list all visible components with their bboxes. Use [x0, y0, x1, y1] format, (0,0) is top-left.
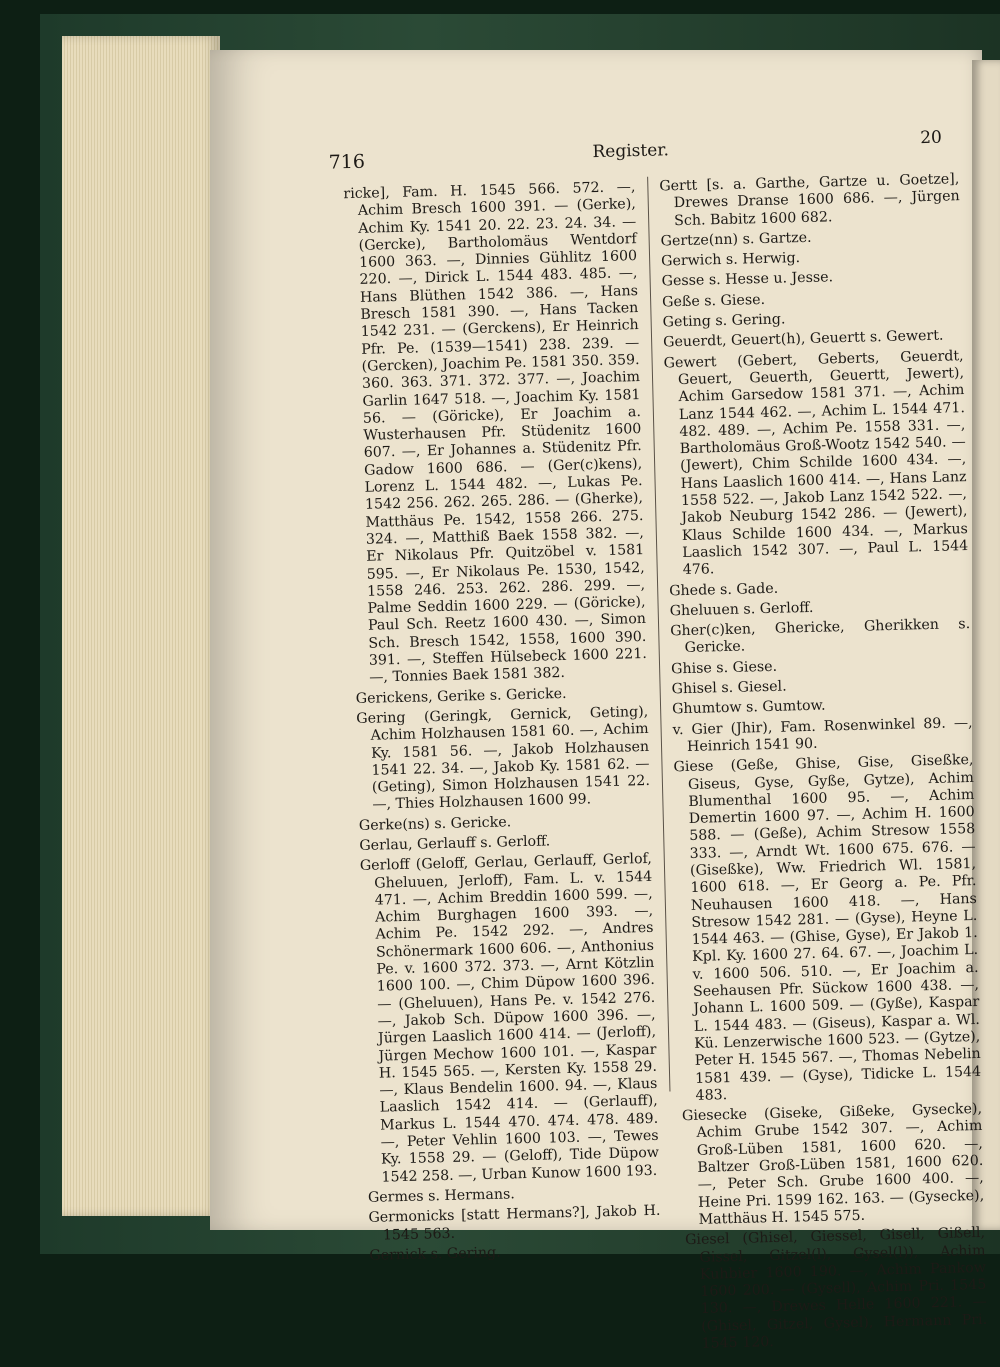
page-number-right: 20 [920, 127, 943, 149]
index-entry: Giesel (Ghisel, Giessel, Gisell, Gißell, Gissel, Gitzel(l), Gysel(l)), Achim Kuhbier 1600 190. —, Achim Pankow 1600 200. — (Gysell), Achim Pri. 1545 130. —, Drewes Helle 1600 221. — (Ghisel, Gitzel, Gysel), Hermann Pri. 1545 120. [684, 1225, 988, 1352]
index-entry: Gerloff (Geloff, Gerlau, Gerlauff, Gerlof, Gheluuen, Jerloff), Fam. L. v. 1544 471. —, Achim Breddin 1600 599. —, Achim Burghagen 1600 393. —, Achim Pe. 1542 292. —, Andres Schönermark 1600 606. —, Anthonius Pe. v. 1600 372. 373. —, Arnt Kötzlin 1600 100. —, Chim Düpow 1600 396. — (Gheluuen), Hans Pe. v. 1542 276. —, Jakob Sch. Düpow 1600 396. —, Jürgen Laaslich 1600 414. — (Jerloff), Jürgen Mechow 1600 101. —, Kaspar H. 1545 565. —, Kersten Ky. 1558 29. —, Klaus Bendelin 1600. 94. —, Klaus Laaslich 1542 414. — (Gerlauff), Markus L. 1544 470. 474. 478. 489. —, Peter Vehlin 1600 103. —, Tewes Ky. 1558 29. — (Geloff), Tide Düpow 1542 258. —, Urban Kunow 1600 193. [359, 851, 660, 1186]
index-entry: Gewert (Gebert, Geberts, Geuerdt, Geuert, Geuerth, Geuertt, Jewert), Achim Garsedow 1581 371. —, Achim Lanz 1544 462. —, Achim L. 1544 471. 482. 489. —, Achim Pe. 1558 331. —, Bartholomäus Groß-Wootz 1542 540. — (Jewert), Chim Schilde 1600 434. —, Hans Laaslich 1600 414. —, Hans Lanz 1558 522. —, Jakob Lanz 1542 522. —, Jakob Neuburg 1542 286. — (Jewert), Klaus Schilde 1600 434. —, Markus Laaslich 1542 307. —, Paul L. 1544 476. [663, 347, 969, 579]
index-entry: Gerickens, Gerike s. Gericke. [355, 685, 567, 707]
index-entry: Ghise s. Giese. [670, 658, 778, 678]
index-entry: Geting s. Gering. [662, 311, 786, 331]
index-entry: Giese (Geße, Ghise, Gise, Giseßke, Giseus, Gyse, Gyße, Gytze), Achim Blumenthal 1600 95. —, Achim Demertin 1600 97. —, Achim H. 1600 588. — (Geße), Achim Stresow 1558 333. —, Arndt Wt. 1600 675. 676. — (Giseßke), Ww. Friedrich Wl. 1581, 1600 618. —, Er Georg a. Pe. Pfr. Neuhausen 1600 418. —, Hans Stresow 1542 281. — (Gyse), Heyne L. 1544 463. — (Ghise, Gyse), Er Jakob 1. Kpl. Ky. 1600 27. 64. 67. —, Joachim L. v. 1600 506. 510. —, Er Joachim a. Seehausen Pfr. Sückow 1600 438. —, Johann L. 1600 509. — (Gyße), Kaspar L. 1544 483. — (Giseus), Kaspar a. Wl. Kü. Lenzerwische 1600 523. — (Gytze), Peter H. 1545 567. —, Thomas Nebelin 1581 439. — (Gyse), Tidicke L. 1544 483. [673, 752, 982, 1104]
index-entry: Gerke(ns) s. Gericke. [358, 813, 512, 834]
index-entry: Gerwich s. Herwig. [660, 250, 801, 270]
index-entry: Germonicks [statt Hermans?], Jakob H. 1545 563. [368, 1202, 661, 1244]
index-entry: Gheluuen s. Gerloff. [669, 599, 814, 620]
left-column [343, 179, 661, 1268]
index-entry: v. Gier (Jhir), Fam. Rosenwinkel 89. —, Heinrich 1541 90. [672, 714, 973, 755]
index-entry: Gertze(nn) s. Gartze. [660, 229, 812, 250]
page-number-left: 716 [328, 150, 366, 174]
index-entry: Ghede s. Gade. [669, 580, 779, 599]
index-entry: Germes s. Hermans. [367, 1186, 515, 1206]
page-content [210, 41, 1000, 1352]
index-entry: ricke], Fam. H. 1545 566. 572. —, Achim Bresch 1600 391. — (Gerke), Achim Ky. 1541 20. 22. 23. 24. 34. — (Gercke), Bartholomäus Wentdorf 1600 363. —, Dinnies Gühlitz 1600 220. —, Dirick L. 1544 483. 485. —, Hans Blüthen 1542 386. —, Hans Bresch 1581 390. —, Hans Tacken 1542 231. — (Gerckens), Er Heinrich Pfr. Pe. (1539—1541) 238. 239. — (Gercken), Joachim Pe. 1581 350. 359. 360. 363. 371. 372. 377. —, Joachim Garlin 1647 518. —, Joachim Ky. 1581 56. — (Göricke), Er Joachim a. Wusterhausen Pfr. Stüdenitz 1600 607. —, Er Johannes a. Stüdenitz Pfr. Gadow 1600 686. — (Ger(c)kens), Lorenz L. 1544 482. —, Lukas Pe. 1542 256. 262. 265. 286. — (Gherke), Matthäus Pe. 1542, 1558 266. 275. 324. —, Matthiß Baek 1558 382. —, Er Nikolaus Pfr. Quitzöbel v. 1581 595. —, Er Nikolaus Pe. 1530, 1542, 1558 246. 253. 262. 286. 299. —, Palme Seddin 1600 229. — (Göricke), Paul Sch. Reetz 1600 430. —, Simon Sch. Bresch 1542, 1558, 1600 390. 391. —, Steffen Hülsebeck 1600 221. —, Tonnies Baek 1581 382. [343, 179, 647, 687]
index-entry: Ghumtow s. Gumtow. [671, 697, 826, 718]
index-entry: Gesse s. Hesse u. Jesse. [661, 269, 834, 290]
index-entry: Geße s. Giese. [661, 291, 766, 311]
index-entry: Gher(c)ken, Ghericke, Gherikken s. Gericke. [670, 616, 971, 657]
index-entry: Gernick s. Gering. [369, 1244, 501, 1264]
running-title: Register. [592, 140, 670, 163]
right-column [659, 171, 988, 1356]
index-entry: Geuerdt, Geuert(h), Geuertt s. Gewert. [662, 327, 944, 351]
index-entry: Gering (Geringk, Gernick, Geting), Achim Holzhausen 1581 60. —, Achim Ky. 1581 56. —, Jakob Holzhausen 1541 22. 34. —, Jakob Ky. 1581 62. — (Geting), Simon Holzhausen 1541 22. —, Thies Holzhausen 1600 99. [356, 703, 651, 814]
index-entry: Gertt [s. a. Garthe, Gartze u. Goetze], Drewes Dranse 1600 686. —, Jürgen Sch. Babitz 1600 682. [659, 171, 960, 229]
index-entry: Gerlau, Gerlauff s. Gerloff. [359, 833, 551, 855]
index-entry: Ghisel s. Giesel. [671, 678, 787, 698]
index-entry: Giesecke (Giseke, Gißeke, Gysecke), Achim Grube 1542 307. —, Achim Groß-Lüben 1581, 1600 620. —, Baltzer Groß-Lüben 1581, 1600 620. —, Peter Sch. Grube 1600 400. —, Heine Pri. 1599 162. 163. — (Gysecke), Matthäus H. 1545 575. [681, 1101, 985, 1228]
page-edges [62, 36, 220, 1216]
